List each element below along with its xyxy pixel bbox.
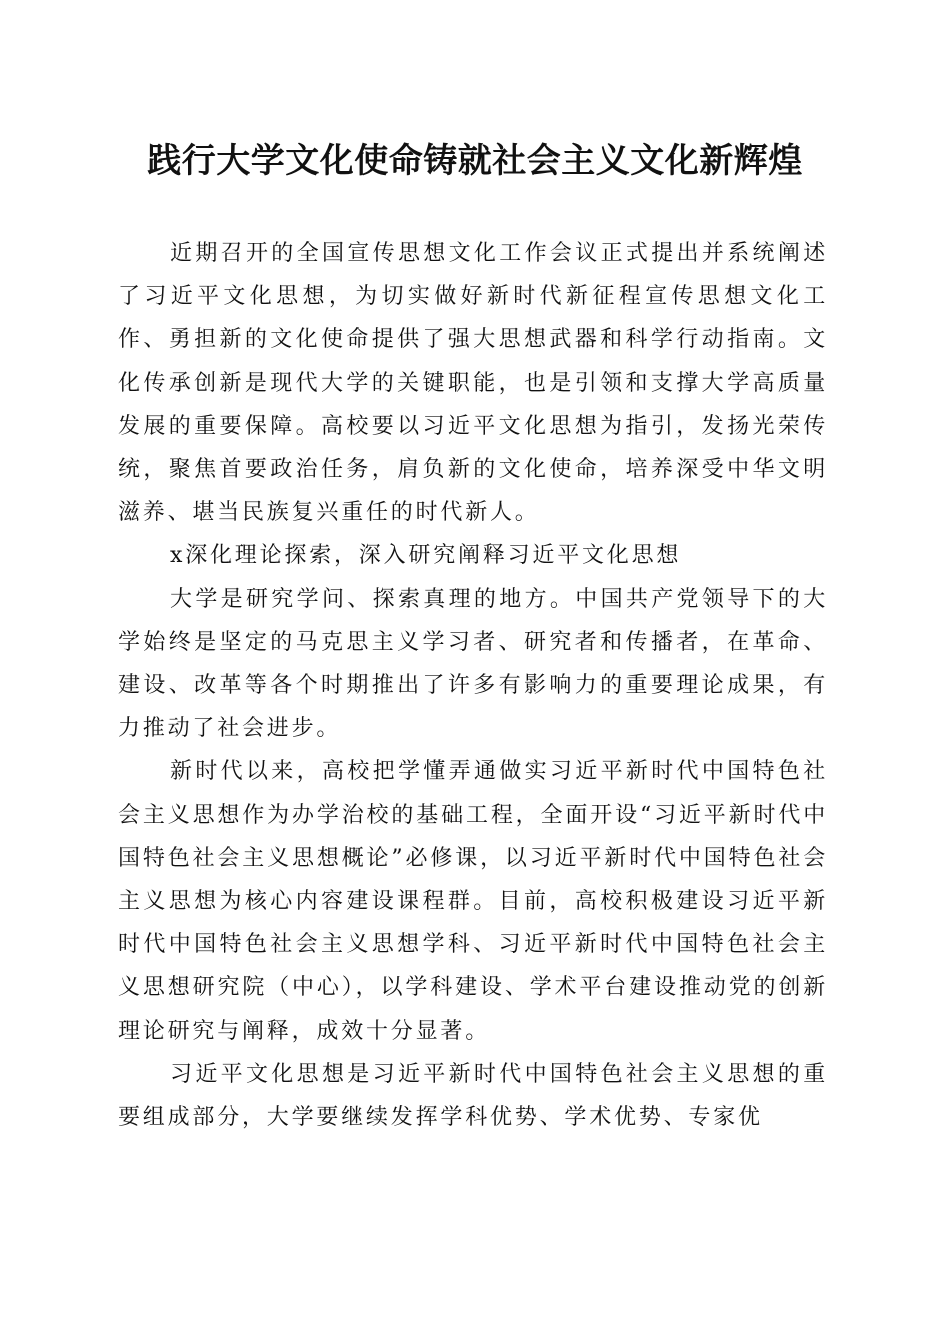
section-heading: x深化理论探索，深入研究阐释习近平文化思想 <box>170 543 682 569</box>
paragraph-university-research: 大学是研究学问、探索真理的地方。中国共产党领导下的大学始终是坚定的马克思主义学习者、研究者和传播者，在革命、建设、改革等各个时期推出了许多有影响力的重要理论成果，有力推动了社会进步。 <box>118 586 828 742</box>
paragraph-new-era: 新时代以来，高校把学懂弄通做实习近平新时代中国特色社会主义思想作为办学治校的基础工程，全面开设“习近平新时代中国特色社会主义思想概论”必修课，以习近平新时代中国特色社会主义思想为核心内容建设课程群。目前，高校积极建设习近平新时代中国特色社会主义思想学科、习近平新时代中国特色社会主义思想研究院（中心），以学科建设、学术平台建设推动党的创新理论研究与阐释，成效十分显著。 <box>118 759 828 1044</box>
paragraph-culture-thought: 习近平文化思想是习近平新时代中国特色社会主义思想的重要组成部分，大学要继续发挥学科优势、学术优势、专家优 <box>118 1061 828 1131</box>
document-title: 践行大学文化使命铸就社会主义文化新辉煌 <box>147 141 803 181</box>
paragraph-intro: 近期召开的全国宣传思想文化工作会议正式提出并系统阐述了习近平文化思想，为切实做好新时代新征程宣传思想文化工作、勇担新的文化使命提供了强大思想武器和科学行动指南。文化传承创新是现代大学的关键职能，也是引领和支撑大学高质量发展的重要保障。高校要以习近平文化思想为指引，发扬光荣传统，聚焦首要政治任务，肩负新的文化使命，培养深受中华文明滋养、堪当民族复兴重任的时代新人。 <box>118 241 828 526</box>
document-body <box>118 232 828 1139</box>
